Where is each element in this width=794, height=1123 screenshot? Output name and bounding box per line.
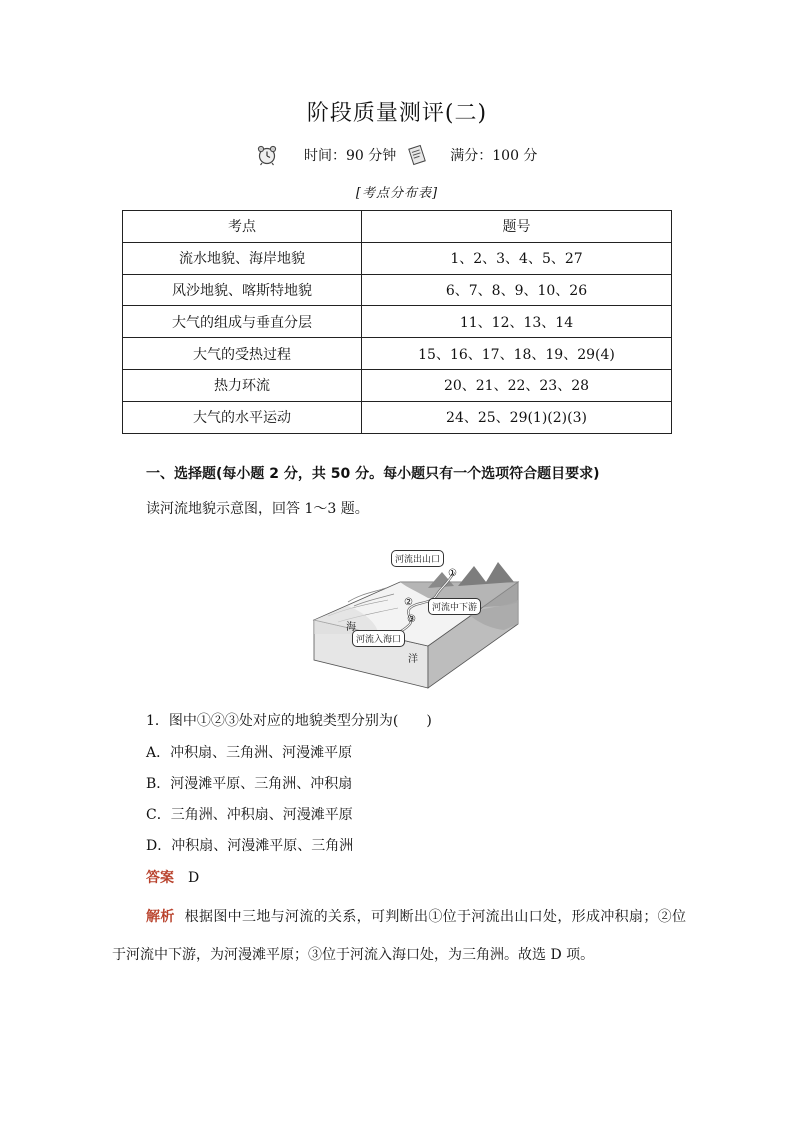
table-row	[123, 274, 672, 306]
exam-meta	[256, 142, 537, 168]
option-a: A．冲积扇、三角洲、河漫滩平原	[146, 745, 353, 761]
topic-cell: 大气的组成与垂直分层	[123, 306, 362, 338]
option-c: C．三角洲、冲积扇、河漫滩平原	[146, 807, 353, 823]
word-sea: 海	[346, 622, 356, 633]
section-heading: 一、选择题(每小题 2 分，共 50 分。每小题只有一个选项符合题目要求)	[146, 466, 600, 482]
page-title: 阶段质量测评(二)	[306, 101, 488, 126]
marker-2: ②	[404, 597, 413, 608]
question-no-cell: 11、12、13、14	[362, 306, 672, 338]
alarm-clock-icon	[256, 144, 278, 166]
label-river-mouth-mountain: 河流出山口	[391, 550, 444, 567]
label-river-estuary: 河流入海口	[352, 630, 405, 647]
question-no-cell: 1、2、3、4、5、27	[362, 242, 672, 274]
marker-1: ①	[448, 568, 457, 579]
option-d: D．冲积扇、河漫滩平原、三角洲	[146, 838, 354, 854]
label-river-middle-lower: 河流中下游	[428, 598, 481, 615]
question-no-cell: 6、7、8、9、10、26	[362, 274, 672, 306]
header-question-no: 题号	[362, 211, 672, 243]
word-ocean: 洋	[408, 654, 418, 665]
topic-cell: 大气的水平运动	[123, 401, 362, 433]
table-row	[123, 242, 672, 274]
question-1-stem: 1．图中①②③处对应的地貌类型分别为( )	[146, 713, 432, 729]
table-header-row	[123, 211, 672, 243]
table-row	[123, 401, 672, 433]
river-landform-figure	[308, 542, 524, 692]
topic-cell: 大气的受热过程	[123, 338, 362, 370]
topic-cell: 热力环流	[123, 369, 362, 401]
question-no-cell: 20、21、22、23、28	[362, 369, 672, 401]
header-topic: 考点	[123, 211, 362, 243]
topic-cell: 风沙地貌、喀斯特地貌	[123, 274, 362, 306]
marker-3: ③	[407, 614, 416, 625]
question-no-cell: 24、25、29(1)(2)(3)	[362, 401, 672, 433]
distribution-label: [考点分布表]	[355, 186, 439, 201]
answer-label: 答案	[146, 870, 174, 886]
analysis-paragraph	[112, 898, 686, 974]
table-row	[123, 338, 672, 370]
document-icon	[406, 144, 428, 166]
option-b: B．河漫滩平原、三角洲、冲积扇	[146, 776, 353, 792]
topic-distribution-table	[122, 210, 672, 434]
full-score: 满分：100 分	[450, 148, 538, 164]
question-no-cell: 15、16、17、18、19、29(4)	[362, 338, 672, 370]
answer-line	[146, 867, 199, 887]
table-row	[123, 306, 672, 338]
time-limit: 时间：90 分钟	[304, 148, 397, 164]
analysis-text: 根据图中三地与河流的关系，可判断出①位于河流出山口处，形成冲积扇；②位于河流中下游，为河漫滩平原；③位于河流入海口处，为三角洲。故选 D 项。	[112, 909, 687, 963]
topic-cell: 流水地貌、海岸地貌	[123, 242, 362, 274]
analysis-label: 解析	[146, 909, 175, 925]
answer-value: D	[188, 870, 200, 886]
lead-text: 读河流地貌示意图，回答 1～3 题。	[146, 501, 369, 517]
table-row	[123, 369, 672, 401]
